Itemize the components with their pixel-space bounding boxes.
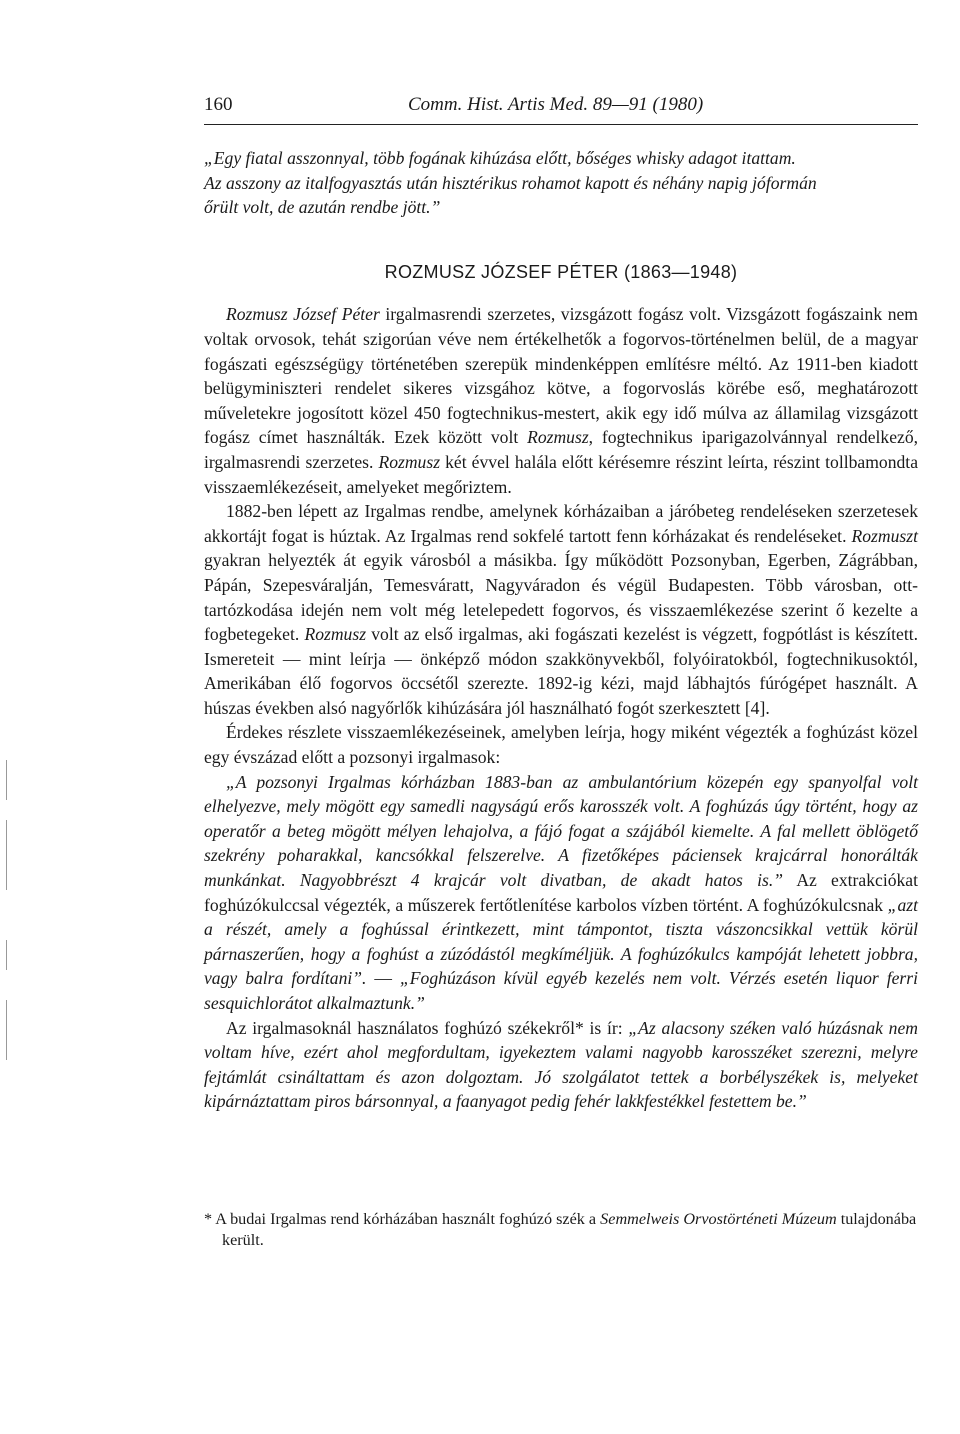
museum-name: Semmelweis Orvostörténeti Múzeum xyxy=(600,1210,837,1228)
person-name: Rozmusz xyxy=(378,451,441,472)
paragraph-text: Az irgalmasoknál használatos foghúzó székekről* is ír: xyxy=(226,1017,629,1038)
paragraph-text: irgalmasrendi szerzetes, vizsgázott fogász volt. Vizsgázott fogászaink nem voltak orvosok, tehát szigorúan véve nem értékelhetők a fogorvos-történelmen belül, de a magyar fogászati egészségügy történetében szerepük mindenképpen említésre méltó. Az 1911-ben kiadott belügyminiszteri rendelet sikeres vizsgához kötve, a fogorvoslás körébe eső, meghatározott műveletekre jogosított közel 450 fogtechnikus-mestert, akik egy idő múlva az államilag vizsgázott fogász címet használták. Ezek között volt xyxy=(204,304,918,448)
paragraph-text: gyakran helyezték át egyik városból a másikba. Így működött Pozsonyban, Egerben, Zágrábban, Pápán, Szepesváralján, Temesváratt, Nagyváradon és végül Budapesten. Több városban, ott-tartózkodása idején nem volt még letelepedett fogorvos, és visszaemlékezése szerint ő kezelte a fogbetegeket. xyxy=(204,550,918,645)
running-header xyxy=(204,94,918,122)
paragraph-text: volt az első irgalmas, aki fogászati kezelést is végzett, fogpótlást is készített. Ismereteit — mint leírja — önképző módon szakkönyvekből, folyóiratokból, fogtechnikusoktól, Amerikában élő fogorvos öccsétől szerezte. 1892-ig kézi, majd lábhajtós fúrógépet használt. A húszas években alsó nagyőrlők kihúzására jól használható fogót szerkesztett [4]. xyxy=(204,624,918,718)
quoted-text: „azt a részét, amely a foghússal érintkezett, mint támpontot, tiszta vászoncsikkal vettük körül párnaszerűen, hogy a foghúst a zúzódástól megkíméljük. A foghúzókulcs kampóját lehetett jobbra, vagy balra fordítani”. xyxy=(204,894,918,989)
paragraph-text: 1882-ben lépett az Irgalmas rendbe, amelynek kórházaiban a járóbeteg rendeléseken szerzetesek akkortájt fogat is húztak. Az Irgalmas rend sokfelé tartott fenn kórházakat és rendeléseket. xyxy=(204,501,918,546)
footnote xyxy=(204,1209,918,1251)
footnote-text: * A budai Irgalmas rend kórházában használt foghúzó szék a xyxy=(204,1210,601,1228)
paragraph-text: két évvel halála előtt kérésemre részint leírta, részint tollbamondta visszaemlékezéseit, amelyeket megőriztem. xyxy=(204,451,918,497)
paragraph-pozsony-quote xyxy=(204,770,918,1016)
quoted-text: „Foghúzáson kívül egyéb kezelés nem volt. Vérzés esetén liquor ferri sesquichlorátot alkalmaztunk.” xyxy=(204,968,918,1013)
paragraph-text: , fogtechnikus iparigazolvánnyal rendelkező, irgalmasrendi szerzetes. xyxy=(204,427,919,472)
article-body xyxy=(204,146,918,1114)
quoted-text: „Az alacsony széken való húzásnak nem voltam híve, ezért ahol megfordultam, igyekeztem valami nagyobb karosszéket szerezni, melyre fejtámlát csináltattam és azon dolgoztam. Jó szolgálatot tettek a borbélyszékek is, melyeket kipárnáztattam piros bársonnyal, a faanyagot pedig fehér lakkfestékkel festettem be.” xyxy=(204,1017,918,1112)
quote-line: „Egy fiatal asszonnyal, több fogának kihúzása előtt, bőséges whisky adagot itattam. xyxy=(204,148,796,168)
quote-line: Az asszony az italfogyasztás után hisztérikus rohamot kapott és néhány napig jóformán xyxy=(204,172,817,193)
page-number: 160 xyxy=(204,94,233,115)
paragraph-memoir-intro xyxy=(204,720,918,769)
person-name: Rozmusz xyxy=(527,427,589,448)
person-name: Rozmusz József Péter xyxy=(226,304,380,325)
quote-line: őrült volt, de azután rendbe jött.” xyxy=(204,197,441,218)
paragraph-intro xyxy=(204,302,918,499)
person-name: Rozmuszt xyxy=(851,525,918,546)
scan-mark xyxy=(6,820,7,890)
scan-mark xyxy=(6,1000,7,1060)
paragraph-career xyxy=(204,499,918,720)
header-rule xyxy=(204,124,918,125)
opening-quote xyxy=(204,146,918,220)
paragraph-text: Az extrakciókat foghúzókulccsal végezték, a műszerek fertőtlenítése karbolos vízben történt. A foghúzókulcsnak xyxy=(204,870,918,915)
paragraph-text: Érdekes részlete visszaemlékezéseinek, amelyben leírja, hogy miként végezték a foghúzást közel egy évszázad előtt a pozsonyi irgalmasok: xyxy=(204,722,918,768)
paragraph-chairs xyxy=(204,1016,918,1114)
scan-mark xyxy=(6,940,7,970)
section-heading: ROZMUSZ JÓZSEF PÉTER (1863—1948) xyxy=(384,261,738,282)
person-name: Rozmusz xyxy=(304,624,367,645)
journal-citation: Comm. Hist. Artis Med. 89—91 (1980) xyxy=(408,94,704,115)
quoted-text: „A pozsonyi Irgalmas kórházban 1883-ban az ambulantórium közepén egy spanyolfal volt elhelyezve, mely mögött egy samedli nagyságú erős karosszék volt. A foghúzás úgy történt, hogy az operatőr a beteg mögött mélyen lehajolva, a fájó fogat a szájából kiemelte. A fal mellett öblögető szekrény poharakkal, kancsókkal felszerelve. A fizetőképes páciensek krajcárral honorálták munkánkat. Nagyobbrészt 4 krajcár volt divatban, de akadt hatos is.” xyxy=(204,771,918,891)
dash: — xyxy=(366,968,401,989)
footnote-text: tulajdonába került. xyxy=(222,1210,917,1249)
scan-margin-marks xyxy=(0,0,20,1434)
scan-mark xyxy=(6,760,7,800)
